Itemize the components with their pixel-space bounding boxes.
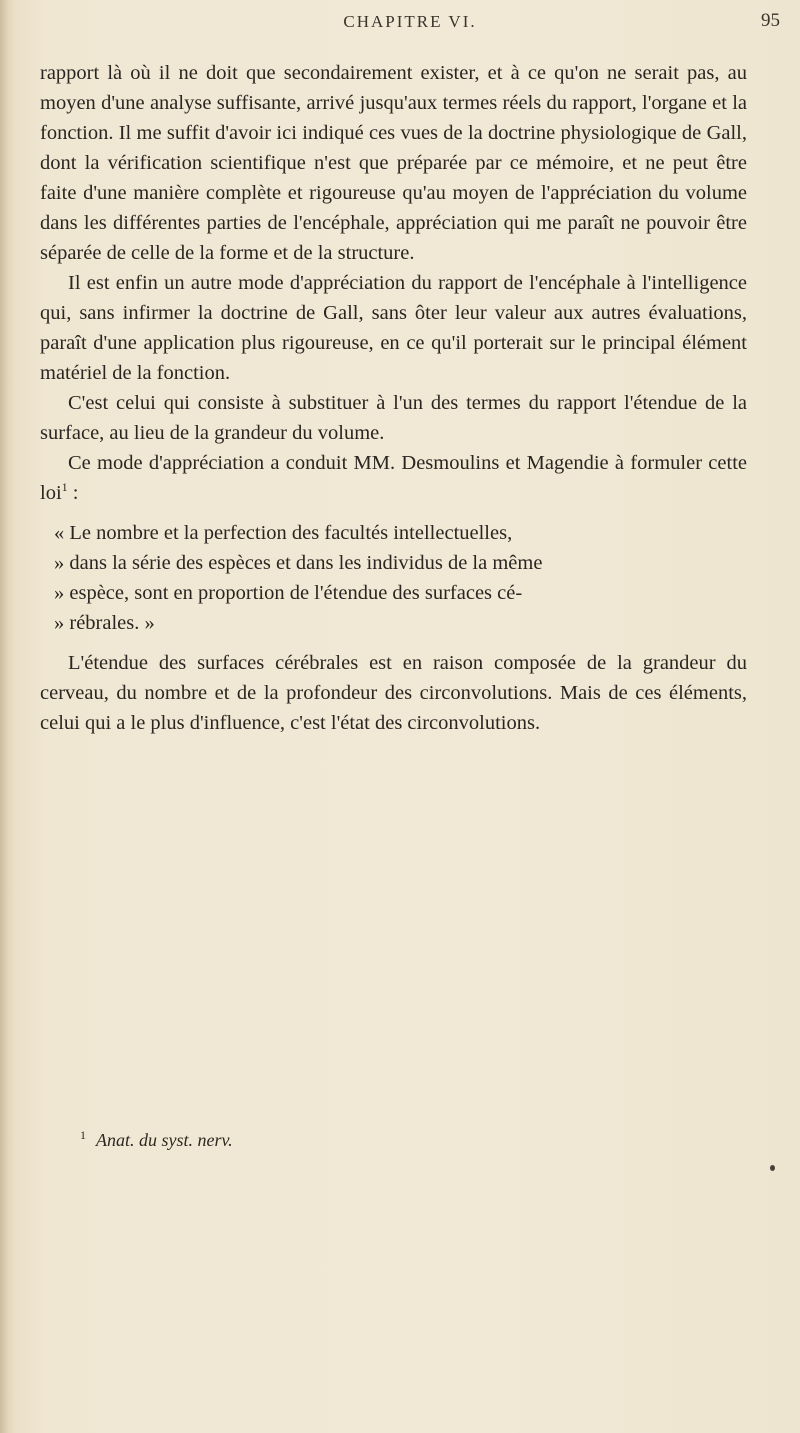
body-text: [40, 58, 747, 738]
footnote-text: Anat. du syst. nerv.: [96, 1130, 233, 1150]
quote-line: « Le nombre et la perfection des facultés intellectuelles,: [54, 522, 513, 544]
law-intro-text: Ce mode d'appréciation a conduit MM. Desmoulins et Magendie à formuler cette loi: [40, 452, 747, 504]
paragraph-surface: C'est celui qui consiste à substituer à l'un des termes du rapport l'étendue de la surface, au lieu de la grandeur du volume.: [40, 392, 747, 444]
running-head: CHAPITRE VI.: [343, 12, 477, 31]
page-header: [40, 8, 780, 48]
paragraph-circonvolutions: L'étendue des surfaces cérébrales est en raison composée de la grandeur du cerveau, du nombre et de la profondeur des circonvolutions. Mais de ces éléments, celui qui a le plus d'influence, c'est l'état des circonvolutions.: [40, 652, 747, 734]
quote-line: » dans la série des espèces et dans les individus de la même: [54, 552, 543, 574]
paragraph-other-mode: Il est enfin un autre mode d'appréciation du rapport de l'encéphale à l'intelligence qui, sans infirmer la doctrine de Gall, sans ôter leur valeur aux autres évaluations, paraît d'une application plus rigoureuse, en ce qu'il porterait sur le principal élément matériel de la fonction.: [40, 272, 747, 384]
paragraph-continuation: rapport là où il ne doit que secondairement exister, et à ce qu'on ne serait pas, au moyen d'une analyse suffisante, arrivé jusqu'aux termes réels du rapport, l'organe et la fonction. Il me suffit d'avoir ici indiqué ces vues de la doctrine physiologique de Gall, dont la vérification scientifique n'est que préparée par ce mémoire, et ne peut être faite d'une manière complète et rigoureuse qu'au moyen de l'appréciation du volume dans les différentes parties de l'encéphale, appréciation qui me paraît ne pouvoir être séparée de celle de la forme et de la structure.: [40, 62, 747, 264]
page-gutter: [0, 0, 14, 1433]
quoted-law: [40, 518, 747, 638]
law-intro-tail: :: [67, 482, 79, 504]
footnote-reference: 1: [61, 480, 68, 495]
quote-line: » rébrales. »: [54, 612, 155, 634]
quote-line: » espèce, sont en proportion de l'étendue des surfaces cé-: [54, 582, 523, 604]
footnote-mark: 1: [80, 1128, 86, 1142]
footnote: [80, 1128, 233, 1151]
page-number: 95: [761, 10, 780, 31]
ink-speck: [770, 1165, 775, 1171]
paragraph-law-intro: [40, 448, 747, 508]
